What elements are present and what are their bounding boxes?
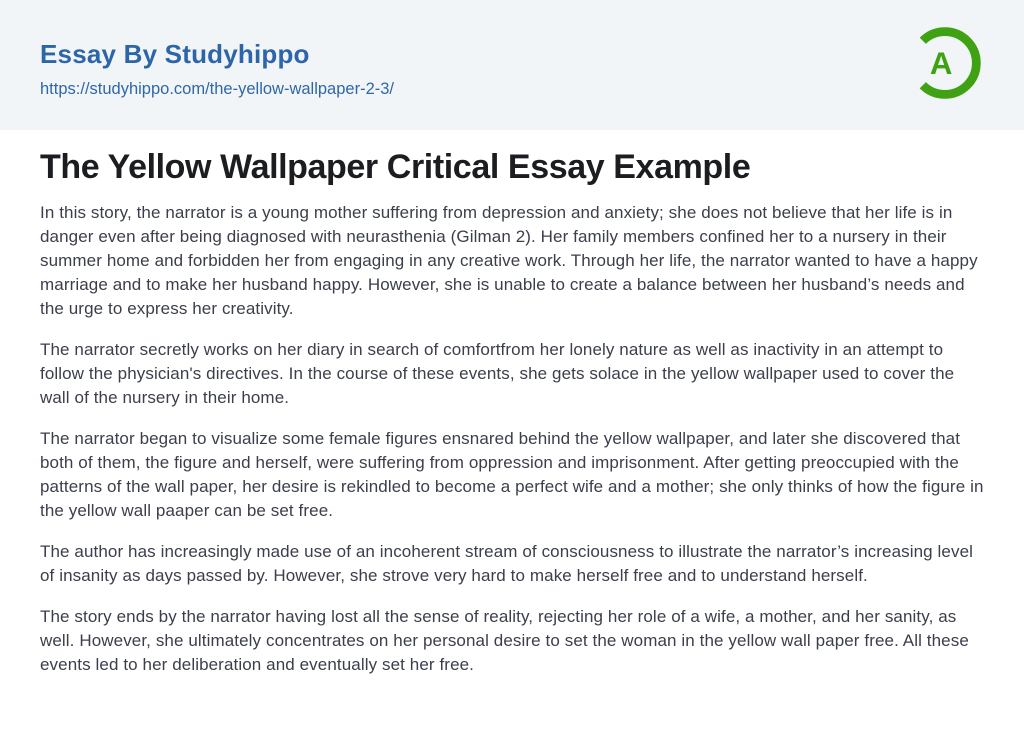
site-header — [0, 0, 1024, 130]
article-paragraph-2: The narrator secretly works on her diary in search of comfortfrom her lonely nature as well as inactivity in an attempt to follow the physician's directives. In the course of these events, she gets solace in the yellow wallpaper used to cover the wall of the nursery in their home. — [40, 340, 955, 408]
logo-arc-icon — [906, 24, 984, 102]
studyhippo-logo[interactable] — [906, 24, 984, 102]
article-paragraph-1: In this story, the narrator is a young mother suffering from depression and anxiety; she does not believe that her life is in danger even after being diagnosed with neurasthenia (Gilman 2). Her family members confined her to a nursery in their summer home and forbidden her from engaging in any creative work. Through her life, the narrator wanted to have a happy marriage and to make her husband happy. However, she is unable to create a balance between her husband’s needs and the urge to express her creativity. — [40, 203, 978, 319]
article-body — [40, 201, 984, 677]
page-url-link[interactable]: https://studyhippo.com/the-yellow-wallpaper-2-3/ — [40, 80, 395, 98]
article-paragraph-3: The narrator began to visualize some female figures ensnared behind the yellow wallpaper, and later she discovered that both of them, the figure and herself, were suffering from oppression and imprisonment. After getting preoccupied with the patterns of the wall paper, her desire is rekindled to become a perfect wife and a mother; she only thinks of how the figure in the yellow wall paaper can be set free. — [40, 429, 984, 521]
header-brand-block — [40, 31, 394, 99]
article — [0, 130, 1024, 677]
logo-letter: A — [929, 46, 953, 82]
brand-title: Essay By Studyhippo — [40, 39, 310, 69]
article-paragraph-5: The story ends by the narrator having lost all the sense of reality, rejecting her role of a wife, a mother, and her sanity, as well. However, she ultimately concentrates on her personal desire to set the woman in the yellow wall paper free. All these events led to her deliberation and eventually set her free. — [40, 607, 969, 675]
article-title: The Yellow Wallpaper Critical Essay Example — [40, 148, 751, 186]
article-paragraph-4: The author has increasingly made use of an incoherent stream of consciousness to illustrate the narrator’s increasing level of insanity as days passed by. However, she strove very hard to make herself free and to understand herself. — [40, 542, 973, 586]
